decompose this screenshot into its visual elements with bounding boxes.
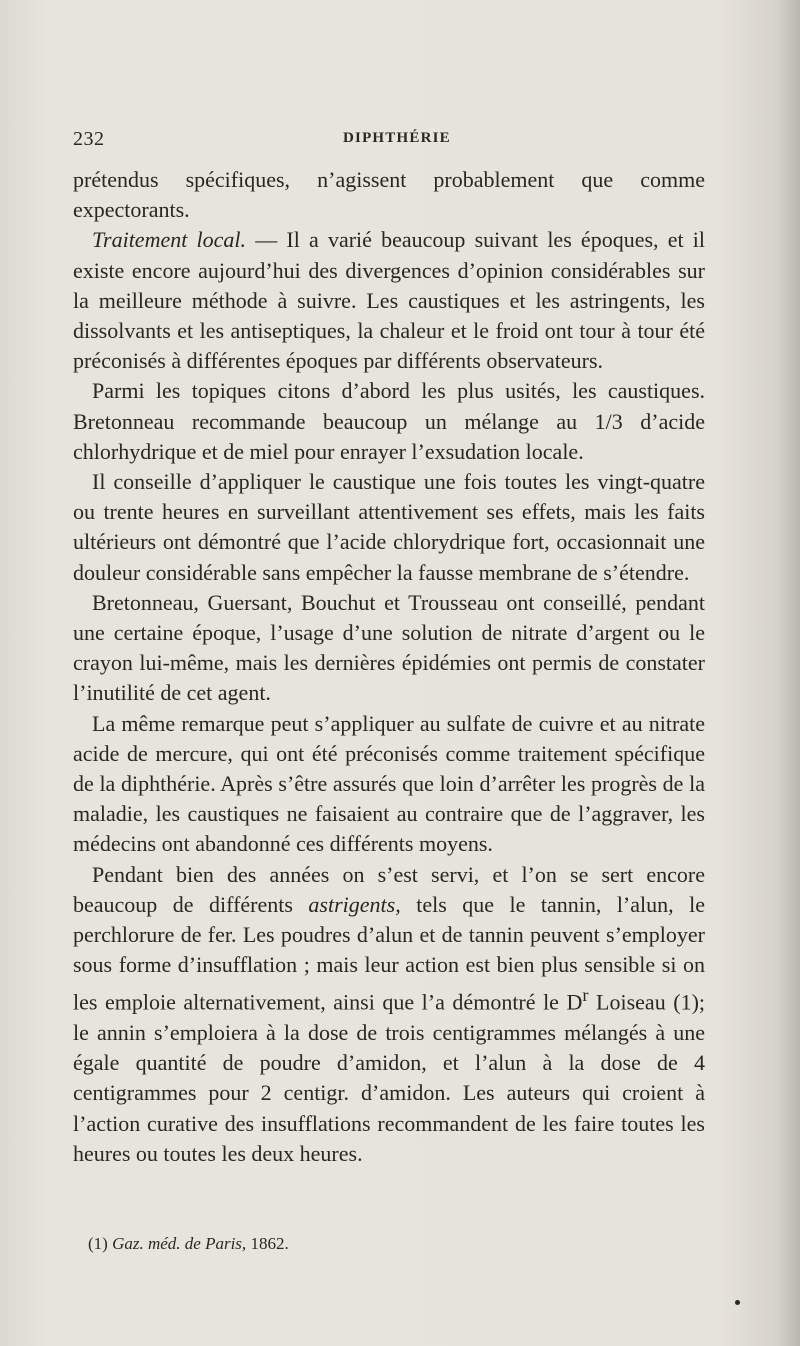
page-number: 232 bbox=[73, 128, 105, 150]
footnote-year: 1862. bbox=[250, 1234, 289, 1253]
paragraph-bretonneau-conseil: Il conseille d’appliquer le caustique une fois toutes les vingt-quatre ou trente heures en surveillant attentivement ses effets, mais les faits ultérieurs ont démontré que l’acide chlorydrique fort, occasionnait une douleur considérable sans empêcher la fausse membrane de s’étendre. bbox=[73, 469, 705, 585]
ink-speck bbox=[735, 1300, 740, 1305]
paragraph-sulfate-cuivre: La même remarque peut s’appliquer au sulfate de cuivre et au nitrate acide de mercure, qui ont été préconisés comme traitement spécifique de la diphthérie. Après s’être assurés que loin d’arrêter les progrès de la maladie, les caustiques ne faisaient au contraire que de l’aggraver, les médecins ont abandonné ces différents moyens. bbox=[73, 710, 705, 857]
paragraph-astringents: Pendant bien des années on s’est servi, et l’on se sert encore beaucoup de différents astrigents, tels que le tannin, l’alun, le perchlorure de fer. Les poudres d’alun et de tannin peuvent s’employer sous forme d’insufflation ; mais leur action est bien plus sensible si on les emploie alternativement, ainsi que l’a démontré le $D^r$ Loiseau (1); le annin s’emploiera à la dose de trois centigrammes mélangés à une égale quantité de poudre d’amidon, et l’alun à la dose de 4 centigrammes pour 2 centigr. d’amidon. Les auteurs qui croient à l’action curative des insufflations recommandent de les faire toutes les heures ou toutes les deux heures. bbox=[73, 861, 706, 1166]
paragraph-traitement-local: Traitement local. — Il a varié beaucoup suivant les époques, et il existe encore aujourd’hui des divergences d’opinion considérables sur la meilleure méthode à suivre. Les caustiques et les astringents, les dissolvants et les antiseptiques, la chaleur et le froid ont tour à tour été préconisés à différentes époques par différents observateurs. bbox=[73, 227, 705, 374]
paragraph-nitrate-argent: Bretonneau, Guersant, Bouchut et Trousseau ont conseillé, pendant une certaine époque, l’usage d’une solution de nitrate d’argent ou le crayon lui-même, mais les dernières épidémies ont permis de constater l’inutilité de cet agent. bbox=[73, 589, 705, 706]
italic-term: astrigents, bbox=[308, 891, 401, 917]
running-title: DIPHTHÉRIE bbox=[343, 130, 451, 146]
page-header bbox=[73, 128, 718, 154]
footnote-source: Gaz. méd. de Paris, bbox=[112, 1234, 247, 1253]
body-text bbox=[73, 165, 705, 1169]
superscript-r: r bbox=[582, 985, 589, 1006]
paragraph-continuation: prétendus spécifiques, n’agissent probablement que comme expectorants. bbox=[73, 167, 705, 223]
footnote-marker: (1) bbox=[88, 1234, 108, 1253]
section-heading-italic: Traitement local. bbox=[92, 227, 247, 253]
paragraph-caustiques: Parmi les topiques citons d’abord les plus usités, les caustiques. Bretonneau recommande beaucoup un mélange au 1/3 d’acide chlorhydrique et de miel pour enrayer l’exsudation locale. bbox=[73, 378, 705, 464]
footnote bbox=[88, 1233, 688, 1255]
